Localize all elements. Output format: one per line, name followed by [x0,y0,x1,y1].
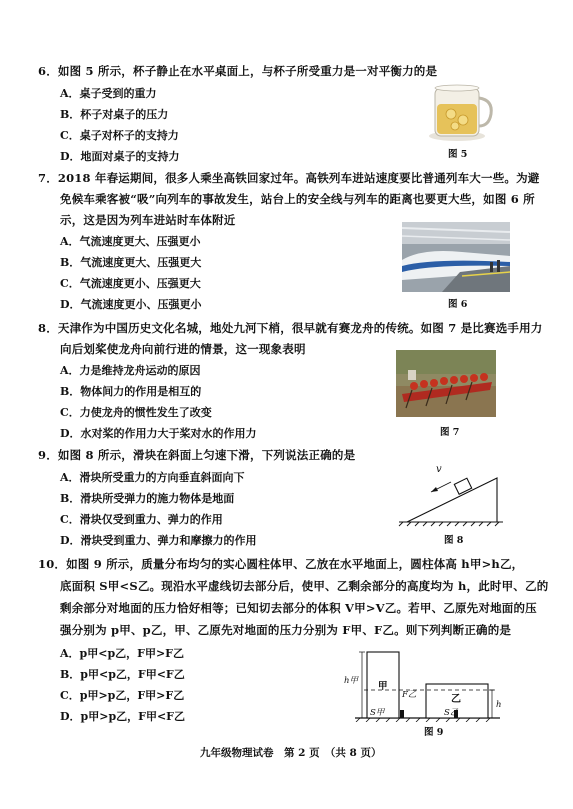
figure-8-velocity-label: v [436,464,442,475]
figure-6-caption: 图 6 [448,299,468,310]
q10-option-c: C．p甲>p乙，F甲>F乙 [60,689,185,702]
q10-stem-line-3: 剩余部分对地面的压力恰好相等；已知切去部分的体积 V甲>V乙。若甲、乙原先对地面的压 [60,601,537,615]
figure-7-caption: 图 7 [440,427,460,438]
q10-option-b: B．p甲<p乙，F甲<F乙 [60,668,185,681]
q6-option-b: B．杯子对桌子的压力 [60,108,169,121]
q9-option-b: B．滑块所受弹力的施力物体是地面 [60,492,235,505]
q6-option-a: A．桌子受到的重力 [60,87,157,100]
figure-9-caption: 图 9 [424,727,444,738]
figure-9-h-jia-label: h甲 [344,676,358,686]
q8-stem-line-1: 8．天津作为中国历史文化名城，地处九河下梢，很早就有赛龙舟的传统。如图 7 是比赛选手用力 [38,321,543,335]
q8-option-a: A．力是维持龙舟运动的原因 [60,364,201,377]
figure-6-train-image [402,222,510,292]
q6-stem: 6．如图 5 所示，杯子静止在水平桌面上，与杯子所受重力是一对平衡力的是 [38,64,438,78]
q6-option-c: C．桌子对杯子的支持力 [60,129,179,142]
q8-option-c: C．力使龙舟的惯性发生了改变 [60,406,212,419]
figure-7-dragon-boat-image [396,350,496,417]
figure-9-s-jia-label: S甲 [370,708,385,718]
q7-option-a: A．气流速度更大、压强更小 [60,235,201,248]
q10-option-a: A．p甲<p乙，F甲>F乙 [60,647,184,660]
figure-9-h-label: h [496,700,502,710]
q7-stem-line-2: 免候车乘客被“吸”向列车的事故发生，站台上的安全线与列车的距离也要更大些，如图 6 所 [60,192,535,206]
figure-5-caption: 图 5 [448,149,468,160]
figure-9-s-yi-label: S乙 [444,708,459,718]
figure-8-incline-diagram [395,458,505,528]
figure-9-f-yi-label: F乙 [402,690,417,700]
figure-8-caption: 图 8 [444,535,464,546]
q9-option-a: A．滑块所受重力的方向垂直斜面向下 [60,471,245,484]
figure-5-cup-image [425,78,500,143]
figure-9-yi-label: 乙 [451,694,461,705]
q7-option-d: D．气流速度更小、压强更小 [60,298,202,311]
q8-stem-line-2: 向后划桨使龙舟向前行进的情景，这一现象表明 [60,342,306,356]
q7-option-c: C．气流速度更小、压强更大 [60,277,201,290]
q10-stem-line-1: 10．如图 9 所示，质量分布均匀的实心圆柱体甲、乙放在水平地面上，圆柱体高 h甲>h乙， [38,557,524,571]
q10-option-d: D．p甲>p乙，F甲<F乙 [60,710,185,723]
q8-option-b: B．物体间力的作用是相互的 [60,385,202,398]
q8-option-d: D．水对桨的作用力大于桨对水的作用力 [60,427,257,440]
q6-option-d: D．地面对桌子的支持力 [60,150,180,163]
q9-stem: 9．如图 8 所示，滑块在斜面上匀速下滑，下列说法正确的是 [38,448,356,462]
q7-stem-line-3: 示，这是因为列车进站时车体附近 [60,213,236,227]
q10-stem-line-2: 底面积 S甲<S乙。现沿水平虚线切去部分后，使甲、乙剩余部分的高度均为 h，此时甲、乙的 [60,579,549,593]
q9-option-c: C．滑块仅受到重力、弹力的作用 [60,513,223,526]
figure-9-jia-label: 甲 [378,681,388,692]
q7-stem-line-1: 7．2018 年春运期间，很多人乘坐高铁回家过年。高铁列车进站速度要比普通列车大一些。为避 [38,171,540,185]
figure-9-cylinders-diagram [340,648,510,722]
page-footer: 九年级物理试卷 第 2 页 （共 8 页） [200,747,382,759]
q10-stem-line-4: 强分别为 p甲、p乙，甲、乙原先对地面的压力分别为 F甲、F乙。则下列判断正确的是 [60,623,512,637]
q9-option-d: D．滑块受到重力、弹力和摩擦力的作用 [60,534,257,547]
q7-option-b: B．气流速度更大、压强更大 [60,256,202,269]
